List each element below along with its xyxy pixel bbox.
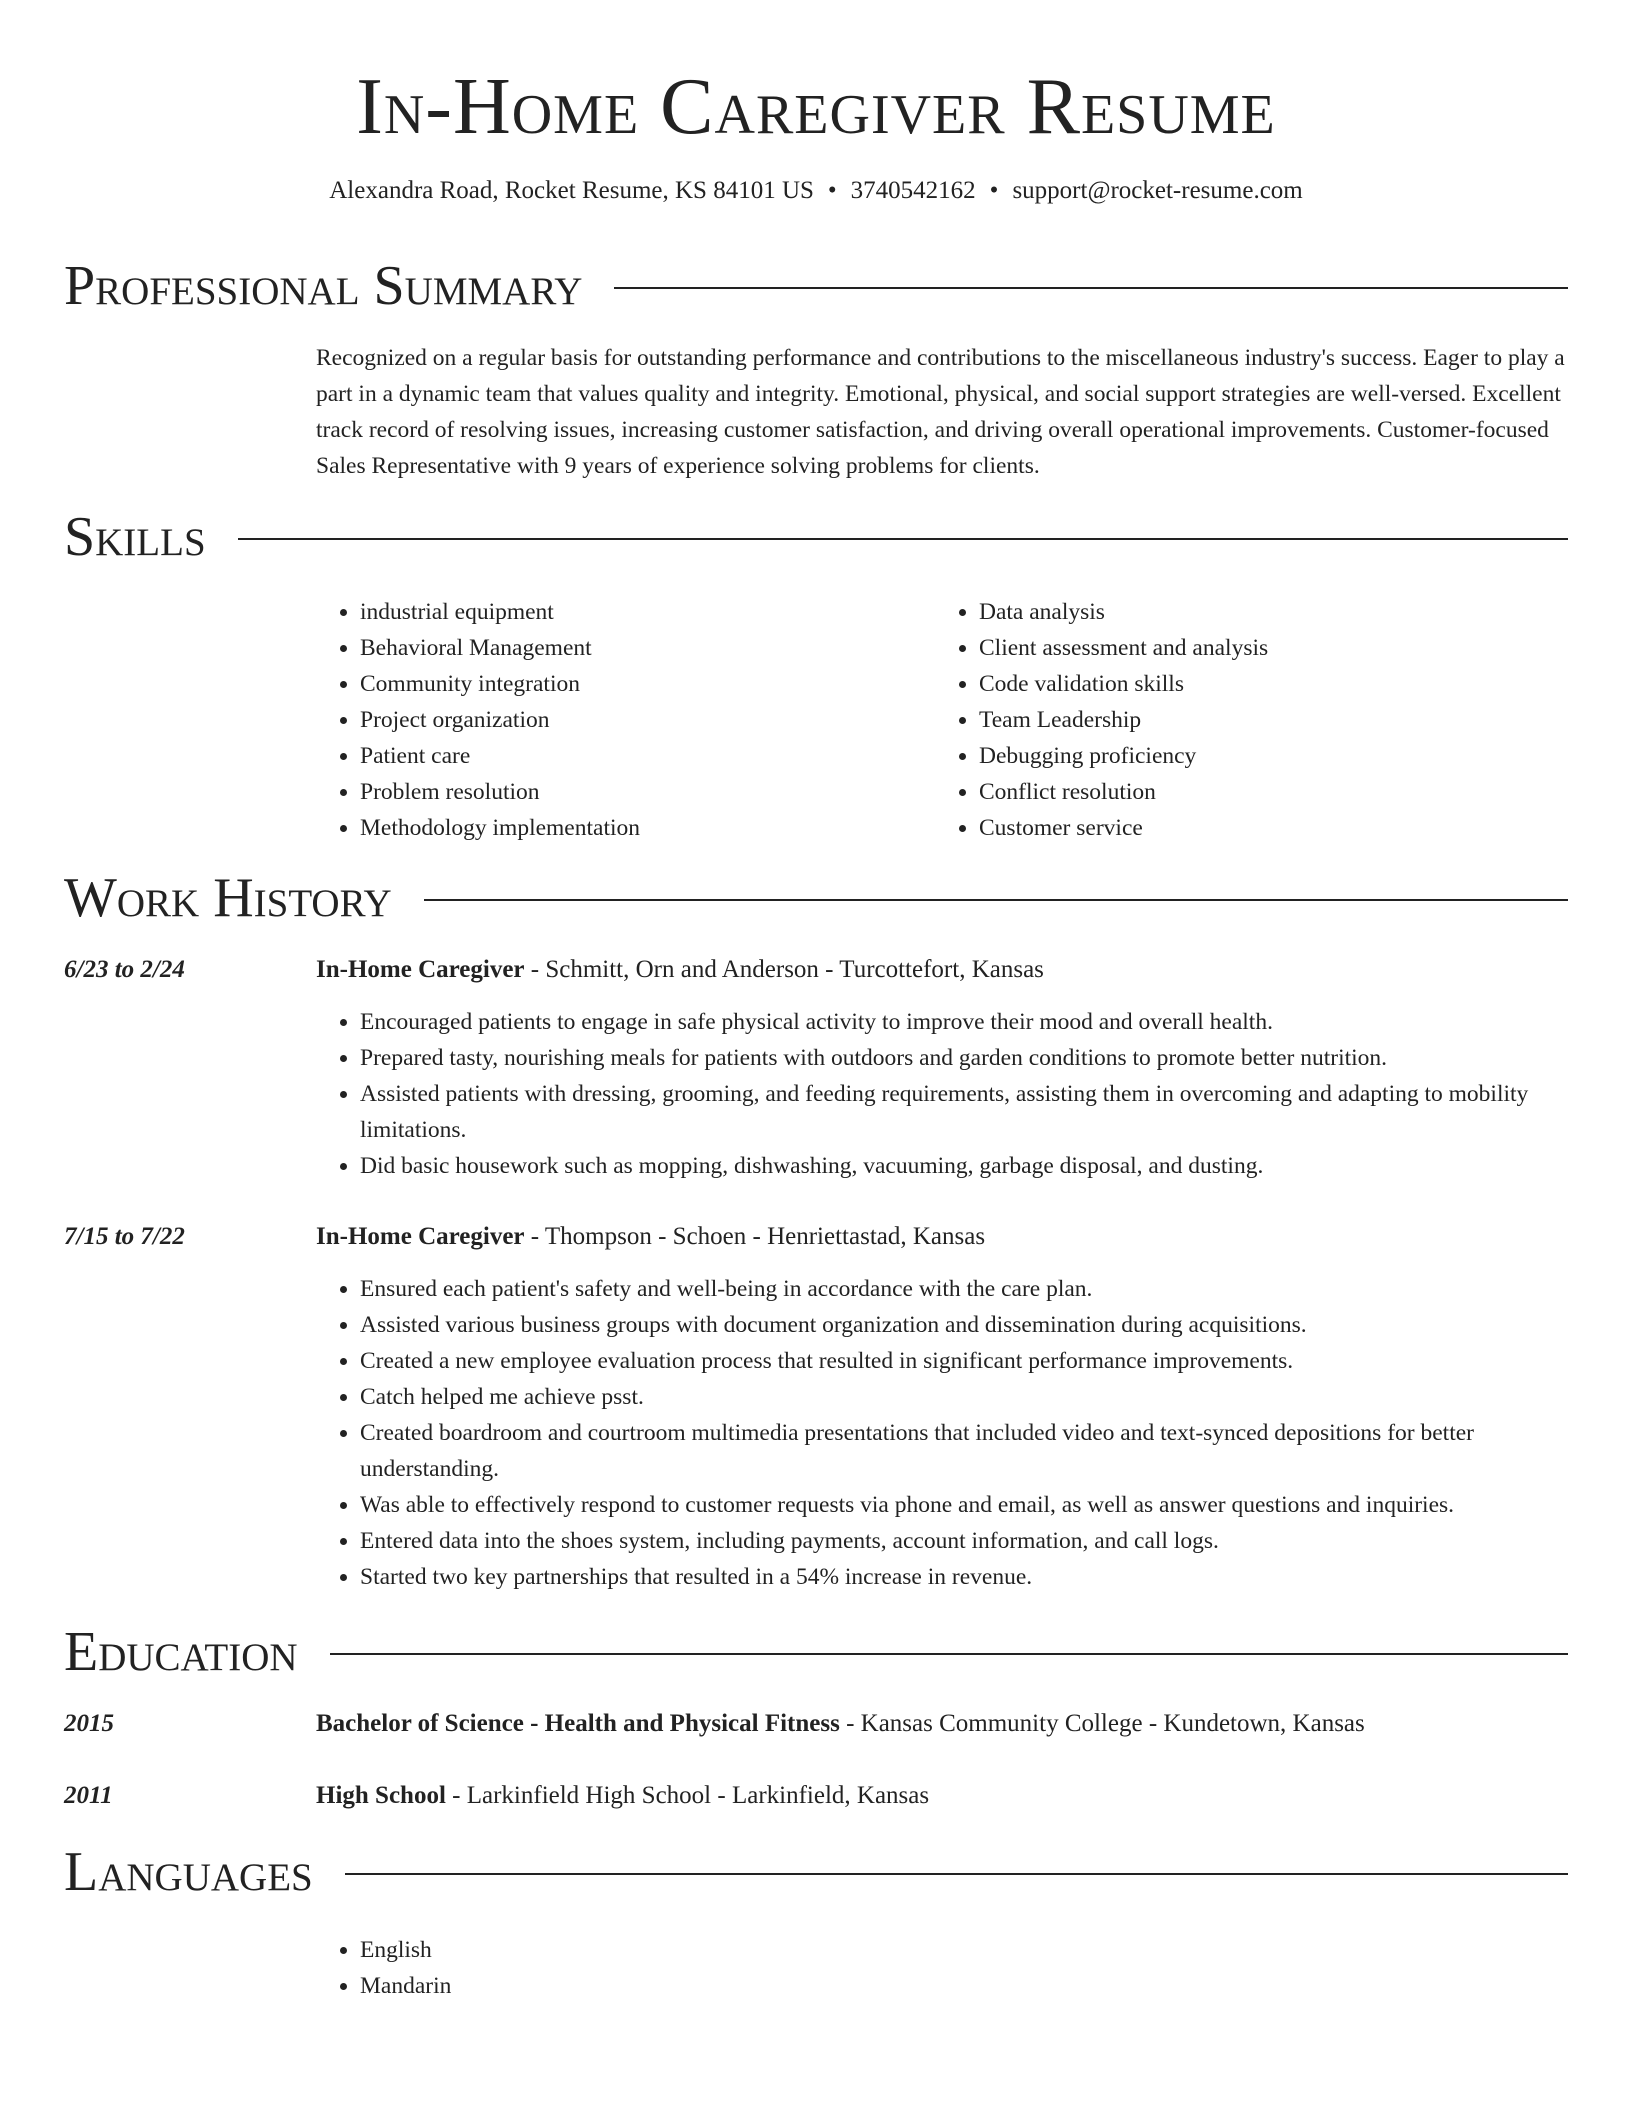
skill-item: • Community integration	[360, 666, 896, 702]
job-bullet: • Encouraged patients to engage in safe physical activity to improve their mood and overall health.	[360, 1004, 1568, 1040]
language-item: • English	[360, 1932, 1568, 1968]
skill-item: • Code validation skills	[979, 666, 1555, 702]
contact-email: support@rocket-resume.com	[1012, 177, 1303, 204]
job-bullet: • Prepared tasty, nourishing meals for patients with outdoors and garden conditions to promote better nutrition.	[360, 1040, 1568, 1076]
work-heading: Work History	[64, 867, 392, 929]
job-date: 7/15 to 7/22	[64, 1223, 185, 1250]
education-section-header	[64, 1622, 1568, 1682]
job-bullet: • Was able to effectively respond to customer requests via phone and email, as well as answer questions and inquiries.	[360, 1487, 1568, 1523]
language-item: • Mandarin	[360, 1968, 1568, 2004]
section-divider	[345, 1873, 1568, 1875]
contact-line	[0, 176, 1632, 206]
section-divider	[330, 1653, 1568, 1655]
job-details: - Thompson - Schoen - Henriettastad, Kansas	[524, 1223, 986, 1250]
resume-title: In-Home Caregiver Resume	[356, 63, 1276, 151]
education-details: - Larkinfield High School - Larkinfield, Kansas	[445, 1782, 930, 1809]
education-heading: Education	[64, 1621, 298, 1683]
job-bullet: • Assisted various business groups with document organization and dissemination during acquisitions.	[360, 1307, 1568, 1343]
education-date: 2015	[64, 1710, 114, 1737]
skill-item: • Conflict resolution	[979, 774, 1555, 810]
skills-section-header	[64, 507, 1568, 567]
contact-phone: 3740542162	[850, 177, 976, 204]
job-bullets	[316, 1004, 1568, 1184]
contact-separator: •	[989, 177, 999, 204]
job-bullet: • Assisted patients with dressing, grooming, and feeding requirements, assisting them in overcoming and adapting to mobility limitations.	[360, 1076, 1568, 1148]
job-role: In-Home Caregiver	[316, 956, 525, 983]
skills-heading: Skills	[64, 506, 206, 568]
skills-column-right	[935, 594, 1555, 846]
summary-section-header	[64, 256, 1568, 316]
skill-item: • Data analysis	[979, 594, 1555, 630]
job-role: In-Home Caregiver	[316, 1223, 525, 1250]
job-bullet: • Started two key partnerships that resulted in a 54% increase in revenue.	[360, 1559, 1568, 1595]
skill-item: • Problem resolution	[360, 774, 896, 810]
skills-column-left	[316, 594, 896, 846]
education-entry	[316, 1706, 1568, 1742]
languages-heading: Languages	[64, 1841, 313, 1903]
skill-item: • industrial equipment	[360, 594, 896, 630]
job-bullet: • Did basic housework such as mopping, dishwashing, vacuuming, garbage disposal, and dusting.	[360, 1148, 1568, 1184]
skill-item: • Behavioral Management	[360, 630, 896, 666]
languages-list	[316, 1932, 1568, 2004]
section-divider	[238, 538, 1568, 540]
skill-item: • Customer service	[979, 810, 1555, 846]
section-divider	[614, 287, 1568, 289]
job-bullet: • Ensured each patient's safety and well-being in accordance with the care plan.	[360, 1271, 1568, 1307]
education-date: 2011	[64, 1782, 113, 1809]
summary-heading: Professional Summary	[64, 255, 583, 317]
education-degree: High School	[316, 1782, 446, 1809]
skill-item: • Methodology implementation	[360, 810, 896, 846]
languages-section-header	[64, 1842, 1568, 1902]
section-divider	[424, 899, 1568, 901]
skill-item: • Project organization	[360, 702, 896, 738]
job-bullets	[316, 1271, 1568, 1595]
education-entry	[316, 1778, 1568, 1814]
skill-item: • Team Leadership	[979, 702, 1555, 738]
job-date: 6/23 to 2/24	[64, 956, 185, 983]
job-title-line	[316, 1219, 1568, 1255]
summary-text: Recognized on a regular basis for outstanding performance and contributions to the miscellaneous industry's success. Eager to play a part in a dynamic team that values quality and integrity. Emotional, physical, and social support strategies are well-versed. Excellent track record of resolving issues, increasing customer satisfaction, and driving overall operational improvements. Customer-focused Sales Representative with 9 years of experience solving problems for clients.	[316, 345, 1565, 479]
skill-item: • Client assessment and analysis	[979, 630, 1555, 666]
education-details: - Kansas Community College - Kundetown, Kansas	[839, 1710, 1365, 1737]
skill-item: • Debugging proficiency	[979, 738, 1555, 774]
job-details: - Schmitt, Orn and Anderson - Turcottefort, Kansas	[524, 956, 1044, 983]
job-bullet: • Catch helped me achieve psst.	[360, 1379, 1568, 1415]
education-degree: Bachelor of Science - Health and Physical Fitness	[316, 1710, 840, 1737]
contact-address: Alexandra Road, Rocket Resume, KS 84101 US	[329, 177, 814, 204]
skill-item: • Patient care	[360, 738, 896, 774]
job-title-line	[316, 952, 1568, 988]
job-bullet: • Created a new employee evaluation process that resulted in significant performance improvements.	[360, 1343, 1568, 1379]
job-bullet: • Entered data into the shoes system, including payments, account information, and call logs.	[360, 1523, 1568, 1559]
job-bullet: • Created boardroom and courtroom multimedia presentations that included video and text-synced depositions for better understanding.	[360, 1415, 1568, 1487]
work-section-header	[64, 868, 1568, 928]
contact-separator: •	[827, 177, 837, 204]
